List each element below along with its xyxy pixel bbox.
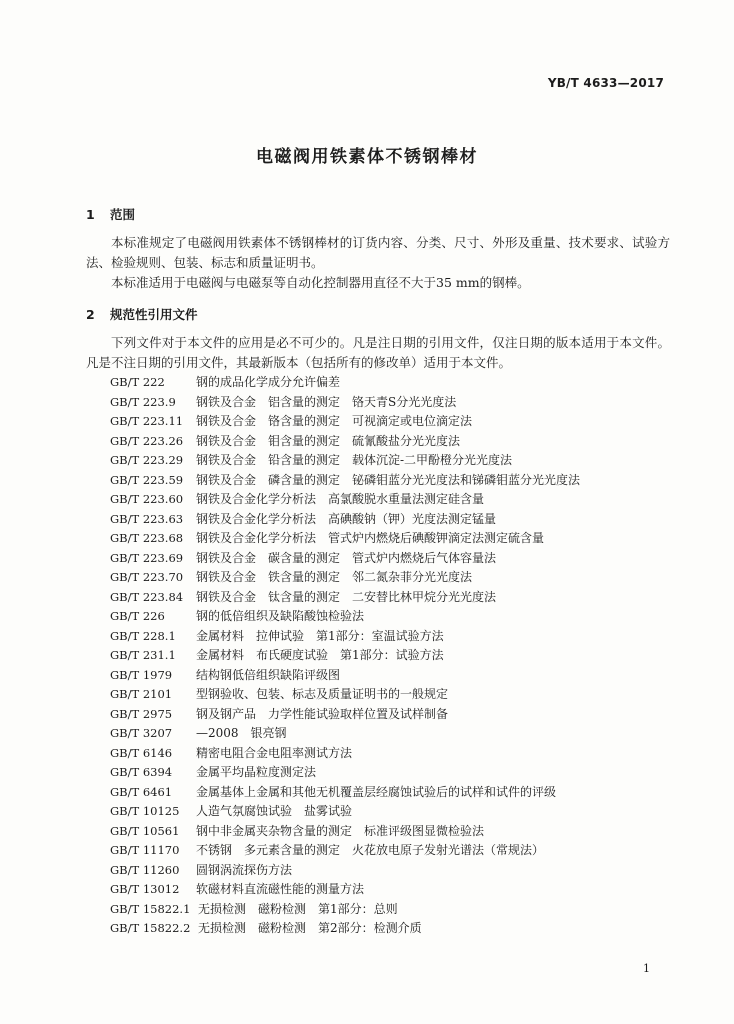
reference-code: GB/T 2101 [110,687,173,701]
reference-item [110,783,580,803]
reference-code: GB/T 223.68 [110,531,184,545]
reference-code: GB/T 6461 [110,784,173,799]
reference-item [110,607,580,627]
reference-item [110,919,580,939]
reference-code: GB/T 223.26 [110,433,184,448]
reference-code: GB/T 223.63 [110,511,184,526]
reference-title: 钢铁及合金化学分析法 高碘酸钠（钾）光度法测定锰量 [196,511,497,526]
reference-item [110,666,580,686]
reference-title: —2008 银亮钢 [196,726,287,740]
reference-code: GB/T 223.84 [110,589,184,604]
reference-title: 金属材料 拉伸试验 第1部分：室温试验方法 [196,628,444,643]
reference-code: GB/T 11260 [110,862,180,877]
reference-title: 不锈钢 多元素含量的测定 火花放电原子发射光谱法（常规法） [196,843,545,857]
reference-item [110,900,580,920]
reference-item [110,568,580,588]
reference-title: 钢铁及合金 铬含量的测定 可视滴定或电位滴定法 [196,414,473,428]
section-1-body [86,233,670,293]
reference-title: 结构钢低倍组织缺陷评级图 [196,667,341,682]
reference-title: 钢铁及合金 钼含量的测定 硫氰酸盐分光光度法 [196,433,461,448]
section-1-paragraph: 本标准适用于电磁阀与电磁泵等自动化控制器用直径不大于35 mm的钢棒。 [111,275,530,290]
reference-item [110,705,580,725]
reference-code: GB/T 10125 [110,804,180,818]
reference-title: 钢中非金属夹杂物含量的测定 标准评级图显微检验法 [196,823,485,838]
reference-title: 人造气氛腐蚀试验 盐雾试验 [196,804,353,818]
section-1-heading [86,205,135,223]
reference-title: 无损检测 磁粉检测 第2部分：检测介质 [198,921,422,935]
reference-code: GB/T 223.60 [110,492,184,506]
reference-code: GB/T 222 [110,375,165,389]
reference-code: GB/T 223.70 [110,570,184,584]
reference-title: 钢铁及合金 磷含量的测定 铋磷钼蓝分光光度法和锑磷钼蓝分光光度法 [196,472,581,487]
reference-item [110,841,580,861]
reference-title: 钢的低倍组织及缺陷酸蚀检验法 [196,609,365,623]
reference-code: GB/T 2975 [110,706,173,721]
reference-item [110,471,580,491]
reference-item [110,685,580,705]
reference-item [110,510,580,530]
reference-code: GB/T 228.1 [110,628,176,643]
reference-item [110,763,580,783]
reference-item [110,744,580,764]
reference-item [110,802,580,822]
reference-title: 钢铁及合金化学分析法 高氯酸脱水重量法测定硅含量 [196,492,485,506]
reference-item [110,432,580,452]
document-title: 电磁阀用铁素体不锈钢棒材 [256,147,478,167]
reference-code: GB/T 6394 [110,765,173,779]
reference-title: 钢铁及合金 铅含量的测定 载体沉淀-二甲酚橙分光光度法 [196,453,513,467]
reference-code: GB/T 223.59 [110,472,184,487]
reference-title: 精密电阻合金电阻率测试方法 [196,745,353,760]
reference-title: 圆钢涡流探伤方法 [196,862,293,877]
section-2-heading [86,305,198,323]
reference-title: 钢及钢产品 力学性能试验取样位置及试样制备 [196,706,449,721]
normative-references-list [110,373,580,939]
reference-title: 无损检测 磁粉检测 第1部分：总则 [198,901,398,916]
reference-item [110,549,580,569]
reference-code: GB/T 223.69 [110,550,184,565]
reference-title: 钢铁及合金化学分析法 管式炉内燃烧后碘酸钾滴定法测定硫含量 [196,531,545,545]
reference-item [110,861,580,881]
section-2-intro: 下列文件对于本文件的应用是必不可少的。凡是注日期的引用文件，仅注日期的版本适用于本文件。凡是不注日期的引用文件，其最新版本（包括所有的修改单）适用于本文件。 [86,335,670,370]
reference-item [110,724,580,744]
page-number: 1 [643,962,650,975]
section-2-body [86,333,670,373]
reference-title: 钢的成品化学成分允许偏差 [196,375,341,389]
section-1-paragraph: 本标准规定了电磁阀用铁素体不锈钢棒材的订货内容、分类、尺寸、外形及重量、技术要求、试验方法、检验规则、包装、标志和质量证明书。 [86,235,670,270]
reference-code: GB/T 223.11 [110,414,184,428]
reference-title: 钢铁及合金 铁含量的测定 邻二氮杂菲分光光度法 [196,570,473,584]
reference-code: GB/T 223.29 [110,453,184,467]
reference-item [110,880,580,900]
reference-item [110,588,580,608]
reference-item [110,412,580,432]
reference-code: GB/T 226 [110,609,165,623]
reference-code: GB/T 11170 [110,843,180,857]
reference-code: GB/T 6146 [110,745,173,760]
section-1-number: 1 [86,207,95,222]
reference-item [110,627,580,647]
reference-code: GB/T 3207 [110,726,173,740]
reference-code: GB/T 13012 [110,882,180,896]
reference-title: 金属平均晶粒度测定法 [196,765,317,779]
reference-code: GB/T 1979 [110,667,173,682]
reference-item [110,646,580,666]
reference-item [110,822,580,842]
section-2-title: 规范性引用文件 [110,307,198,322]
reference-title: 钢铁及合金 碳含量的测定 管式炉内燃烧后气体容量法 [196,550,497,565]
reference-item [110,451,580,471]
reference-title: 钢铁及合金 铝含量的测定 铬天青S分光光度法 [196,394,457,409]
reference-code: GB/T 15822.2 [110,921,191,935]
reference-item [110,373,580,393]
section-1-title: 范围 [110,207,136,222]
reference-code: GB/T 223.9 [110,394,176,409]
reference-code: GB/T 231.1 [110,648,176,662]
standard-number: YB/T 4633—2017 [547,76,664,90]
reference-title: 钢铁及合金 钛含量的测定 二安替比林甲烷分光光度法 [196,589,497,604]
reference-item [110,490,580,510]
reference-code: GB/T 15822.1 [110,901,191,916]
section-2-number: 2 [86,307,95,322]
reference-item [110,529,580,549]
reference-title: 金属基体上金属和其他无机覆盖层经腐蚀试验后的试样和试件的评级 [196,784,557,799]
reference-item [110,393,580,413]
reference-code: GB/T 10561 [110,823,180,838]
reference-title: 软磁材料直流磁性能的测量方法 [196,882,365,896]
reference-title: 金属材料 布氏硬度试验 第1部分：试验方法 [196,648,444,662]
reference-title: 型钢验收、包装、标志及质量证明书的一般规定 [196,687,449,701]
